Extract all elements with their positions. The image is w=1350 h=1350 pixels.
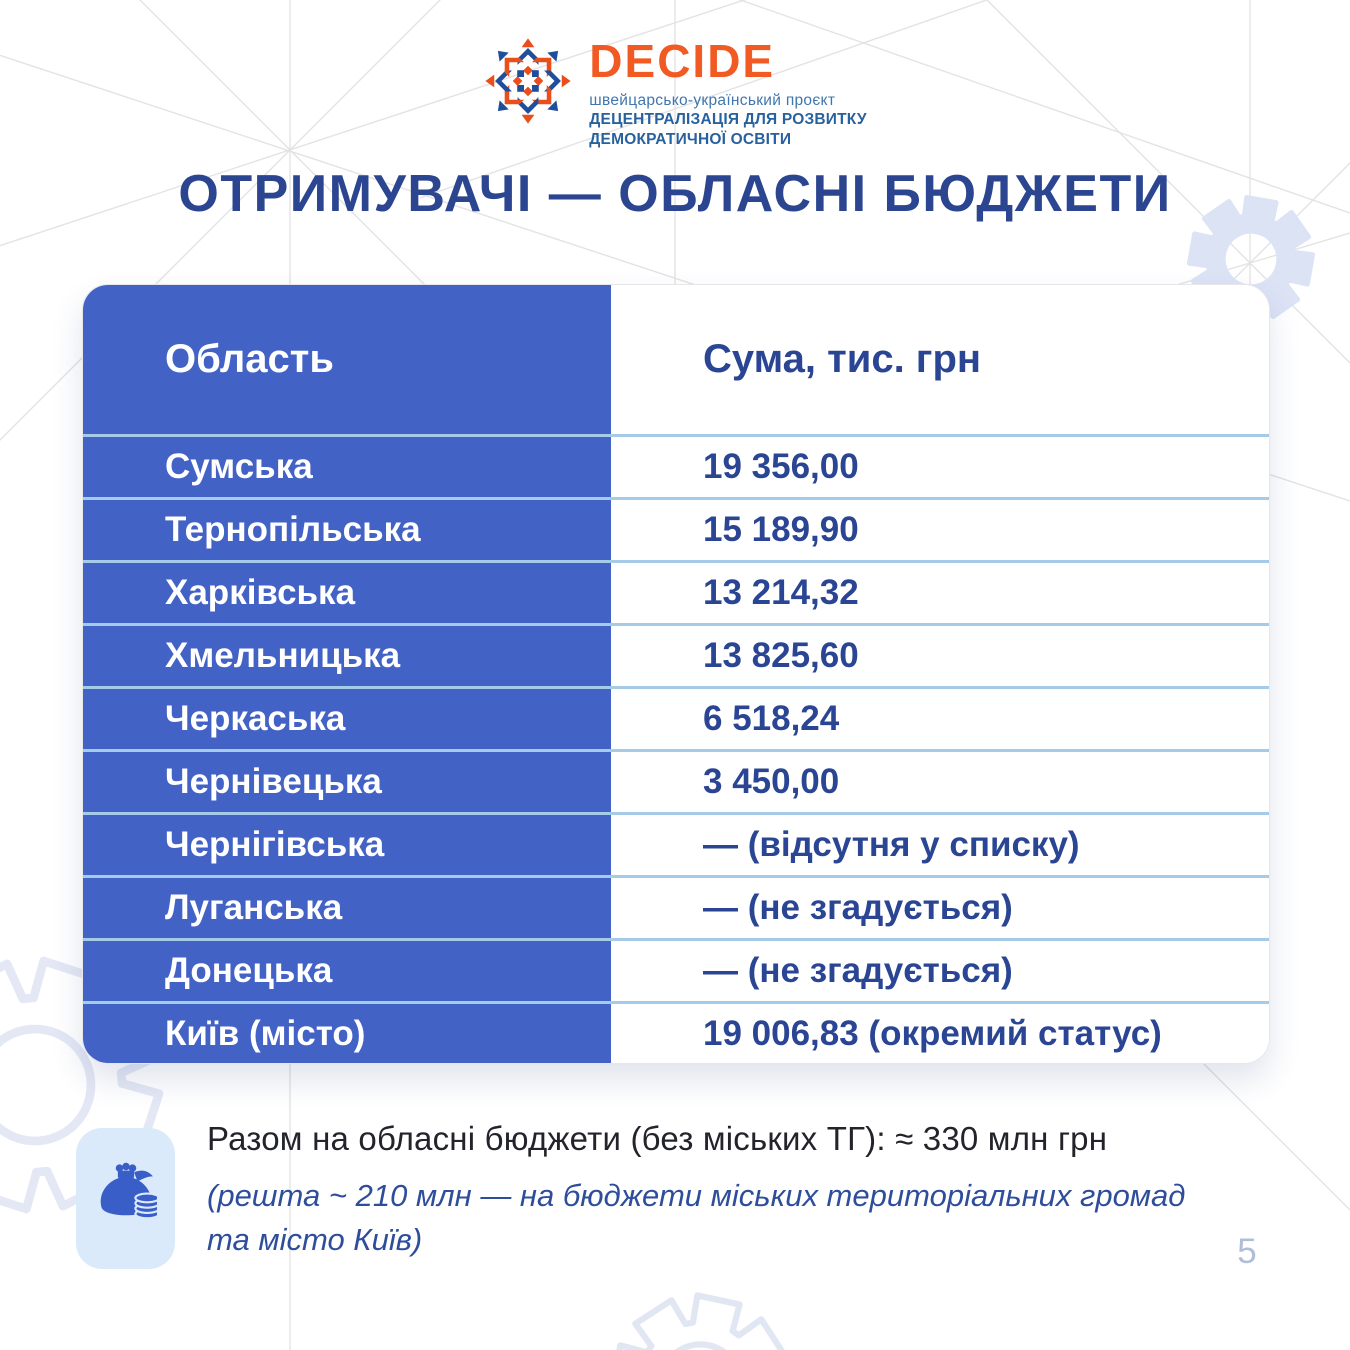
amount-cell: — (не згадується): [611, 941, 1269, 1001]
summary-block: [207, 1120, 1297, 1262]
amount-cell: 15 189,90: [611, 500, 1269, 560]
logo-tagline: швейцарсько-український проєкт: [589, 92, 836, 109]
amount-cell: 6 518,24: [611, 689, 1269, 749]
amount-cell: 13 825,60: [611, 626, 1269, 686]
amount-cell: 13 214,32: [611, 563, 1269, 623]
money-bag-icon-box: [76, 1128, 175, 1269]
decide-logo: [0, 36, 1350, 151]
page-number: 5: [1237, 1232, 1257, 1271]
amount-cell: — (відсутня у списку): [611, 815, 1269, 875]
budget-table: [82, 284, 1270, 1064]
region-cell: Київ (місто): [83, 1004, 611, 1064]
table-row: [83, 497, 1269, 560]
summary-note-line2: та місто Київ): [207, 1222, 423, 1258]
table-row: [83, 749, 1269, 812]
money-bag-icon: [95, 1161, 157, 1221]
amount-cell: 19 356,00: [611, 437, 1269, 497]
table-row: [83, 938, 1269, 1001]
region-cell: Черкаська: [83, 689, 611, 749]
logo-brand: DECIDE: [589, 35, 776, 87]
region-cell: Сумська: [83, 437, 611, 497]
column-header-region: Область: [83, 285, 611, 434]
table-row: [83, 1001, 1269, 1064]
logo-program-line1: ДЕЦЕНТРАЛІЗАЦІЯ ДЛЯ РОЗВИТКУ: [589, 111, 867, 128]
table-row: [83, 686, 1269, 749]
decide-logo-icon: [483, 36, 573, 126]
amount-cell: 19 006,83 (окремий статус): [611, 1004, 1269, 1064]
table-header-row: [83, 285, 1269, 434]
region-cell: Чернігівська: [83, 815, 611, 875]
table-row: [83, 812, 1269, 875]
region-cell: Хмельницька: [83, 626, 611, 686]
region-cell: Чернівецька: [83, 752, 611, 812]
decide-logo-text: [589, 36, 866, 151]
region-cell: Тернопільська: [83, 500, 611, 560]
region-cell: Харківська: [83, 563, 611, 623]
table-row: [83, 623, 1269, 686]
table-row: [83, 434, 1269, 497]
page-title: ОТРИМУВАЧІ — ОБЛАСНІ БЮДЖЕТИ: [178, 165, 1172, 223]
summary-note-line1: (решта ~ 210 млн — на бюджети міських територіальних громад: [207, 1178, 1186, 1213]
amount-cell: — (не згадується): [611, 878, 1269, 938]
column-header-amount: Сума, тис. грн: [611, 285, 1269, 434]
table-row: [83, 875, 1269, 938]
region-cell: Донецька: [83, 941, 611, 1001]
logo-program-line2: ДЕМОКРАТИЧНОЇ ОСВІТИ: [589, 131, 792, 149]
amount-cell: 3 450,00: [611, 752, 1269, 812]
region-cell: Луганська: [83, 878, 611, 938]
table-row: [83, 560, 1269, 623]
summary-total: Разом на обласні бюджети (без міських ТГ): ≈ 330 млн грн: [207, 1120, 1108, 1157]
